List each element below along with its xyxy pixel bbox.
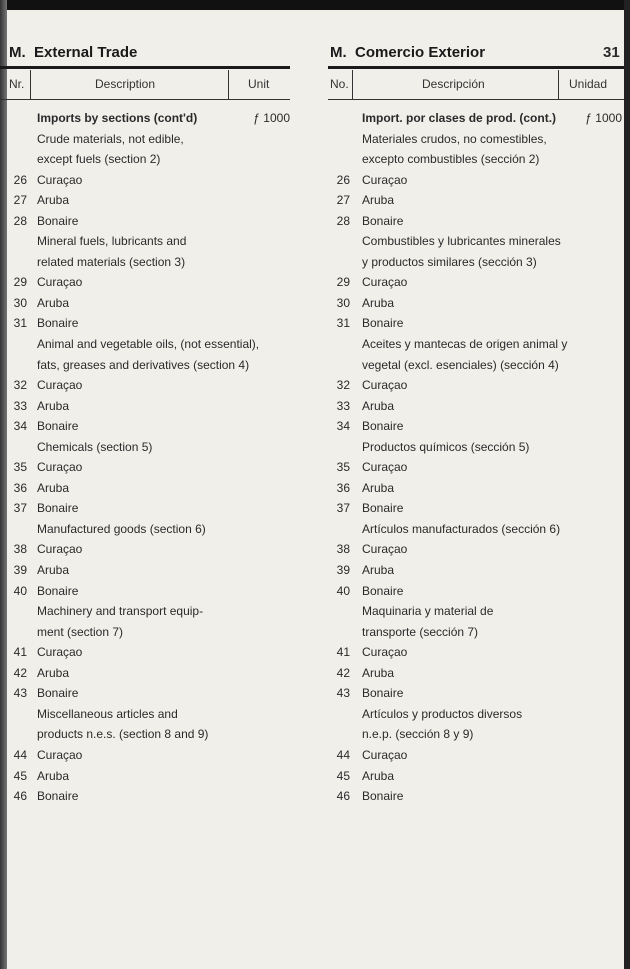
row-description: Curaçao [362,542,408,557]
row-number: 33 [336,398,350,413]
row-number: 31 [336,316,350,331]
table-row [320,293,622,314]
table-row [320,683,622,704]
table-row [320,252,622,273]
table-row [320,108,622,129]
row-number: 34 [13,419,27,434]
row-number: 36 [13,480,27,495]
table-row [0,211,290,232]
header-descripcion: Descripción [422,77,485,91]
table-row [320,766,622,787]
row-description: Chemicals (section 5) [37,439,153,454]
table-row [0,560,290,581]
table-row [320,498,622,519]
row-number: 36 [336,480,350,495]
row-description: Combustibles y lubricantes minerales [362,234,561,249]
table-row [0,457,290,478]
row-number: 29 [336,275,350,290]
table-row [320,355,622,376]
row-unit: ƒ 1000 [253,111,290,125]
table-row [320,745,622,766]
row-description: Bonaire [362,213,404,228]
row-number: 43 [336,686,350,701]
row-number: 44 [13,747,27,762]
row-description: vegetal (excl. esenciales) (sección 4) [362,357,559,372]
table-row [0,149,290,170]
row-description: Aceites y mantecas de origen animal y [362,337,568,352]
row-description: Bonaire [37,583,79,598]
row-number: 29 [13,275,27,290]
row-number: 45 [336,768,350,783]
row-description: Bonaire [362,686,404,701]
table-row [0,498,290,519]
row-description: Aruba [362,563,395,578]
table-row [320,396,622,417]
header-description: Description [95,77,156,91]
row-description: Aruba [362,398,395,413]
row-number: 28 [13,213,27,228]
row-description: Aruba [37,665,70,680]
table-row [0,129,290,150]
row-description: Mineral fuels, lubricants and [37,234,187,249]
row-number: 46 [13,789,27,804]
row-description: excepto combustibles (sección 2) [362,152,540,167]
table-row [320,211,622,232]
table-row [320,129,622,150]
table-row [0,724,290,745]
row-number: 41 [13,645,27,660]
header-unidad: Unidad [569,77,608,91]
row-description: Bonaire [37,789,79,804]
table-row [0,375,290,396]
column-divider [228,70,229,99]
header-rule-right [328,66,624,69]
row-description: Artículos y productos diversos [362,706,523,721]
row-unit: ƒ 1000 [585,111,622,125]
table-row [320,313,622,334]
table-row [0,293,290,314]
row-number: 40 [13,583,27,598]
table-row [320,622,622,643]
table-row [320,581,622,602]
table-row [0,170,290,191]
row-number: 37 [336,501,350,516]
right-table-body [320,108,622,807]
section-letter: M. [9,44,26,61]
row-number: 43 [13,686,27,701]
row-description: Productos químicos (sección 5) [362,439,530,454]
table-row [320,539,622,560]
row-description: fats, greases and derivatives (section 4) [37,357,250,372]
left-table-body [0,108,290,807]
header-rule-left [0,66,290,69]
row-description: Aruba [37,193,70,208]
row-description: Aruba [362,768,395,783]
row-number: 38 [13,542,27,557]
table-row [320,416,622,437]
row-description: Imports by sections (cont'd) [37,111,198,125]
table-row [0,786,290,807]
table-row [320,231,622,252]
row-description: Aruba [362,665,395,680]
table-row [0,416,290,437]
column-divider [558,70,559,99]
row-number: 40 [336,583,350,598]
table-header-bottom-right [328,99,624,100]
table-row [0,663,290,684]
table-row [320,170,622,191]
row-description: Aruba [37,480,70,495]
table-row [0,539,290,560]
row-number: 44 [336,747,350,762]
row-number: 28 [336,213,350,228]
row-description: Curaçao [362,460,408,475]
row-description: Curaçao [37,378,83,393]
table-row [0,231,290,252]
row-description: Machinery and transport equip- [37,604,204,619]
row-number: 38 [336,542,350,557]
table-row [320,663,622,684]
table-row [0,396,290,417]
row-description: Curaçao [362,645,408,660]
title-text: Comercio Exterior [355,44,486,61]
row-description: Bonaire [362,501,404,516]
row-description: related materials (section 3) [37,254,186,269]
table-row [320,519,622,540]
row-description: Bonaire [37,501,79,516]
table-row [0,766,290,787]
table-row [320,478,622,499]
row-description: Curaçao [37,542,83,557]
row-description: Aruba [362,193,395,208]
row-description: Aruba [362,480,395,495]
page-number: 31 [603,44,620,61]
row-description: Artículos manufacturados (sección 6) [362,521,561,536]
row-number: 30 [13,295,27,310]
row-description: Animal and vegetable oils, (not essential), [37,337,260,352]
row-description: Curaçao [37,645,83,660]
row-number: 34 [336,419,350,434]
row-number: 39 [13,563,27,578]
row-description: Manufactured goods (section 6) [37,521,206,536]
row-number: 35 [336,460,350,475]
row-description: Bonaire [37,213,79,228]
table-row [0,252,290,273]
row-description: Crude materials, not edible, [37,131,184,146]
row-number: 32 [13,378,27,393]
scan-border-top [0,0,630,10]
table-row [0,581,290,602]
row-description: Miscellaneous articles and [37,706,178,721]
table-row [0,704,290,725]
row-description: Curaçao [37,172,83,187]
row-number: 42 [13,665,27,680]
table-row [0,313,290,334]
table-header-bottom-left [0,99,290,100]
table-row [320,601,622,622]
right-page-title [330,44,485,61]
row-description: Curaçao [362,172,408,187]
table-row [0,190,290,211]
row-description: Curaçao [362,378,408,393]
row-number: 26 [13,172,27,187]
row-description: Bonaire [362,789,404,804]
row-description: Curaçao [37,275,83,290]
row-number: 27 [336,193,350,208]
row-number: 31 [13,316,27,331]
table-row [320,704,622,725]
row-number: 39 [336,563,350,578]
row-description: Maquinaria y material de [362,604,494,619]
row-number: 33 [13,398,27,413]
row-description: ment (section 7) [37,624,124,639]
table-row [320,724,622,745]
header-no: No. [330,77,349,91]
column-divider [30,70,31,99]
table-row [320,560,622,581]
row-description: except fuels (section 2) [37,152,161,167]
table-row [0,108,290,129]
row-number: 35 [13,460,27,475]
row-description: Bonaire [362,419,404,434]
table-row [0,272,290,293]
table-row [0,745,290,766]
table-row [0,478,290,499]
row-description: y productos similares (sección 3) [362,254,537,269]
row-number: 42 [336,665,350,680]
row-description: n.e.p. (sección 8 y 9) [362,727,474,742]
table-row [0,642,290,663]
scan-border-right [624,0,630,969]
section-letter: M. [330,44,347,61]
table-row [320,190,622,211]
left-page-title [9,44,137,61]
row-description: Curaçao [37,747,83,762]
row-description: Bonaire [37,316,79,331]
row-description: transporte (sección 7) [362,624,479,639]
title-text: External Trade [34,44,138,61]
row-number: 27 [13,193,27,208]
table-row [320,437,622,458]
table-row [0,519,290,540]
table-row [320,334,622,355]
row-number: 32 [336,378,350,393]
row-description: Materiales crudos, no comestibles, [362,131,547,146]
table-row [320,272,622,293]
table-row [0,622,290,643]
table-row [0,355,290,376]
table-row [0,437,290,458]
row-number: 46 [336,789,350,804]
row-description: products n.e.s. (section 8 and 9) [37,727,209,742]
row-description: Bonaire [37,419,79,434]
row-number: 37 [13,501,27,516]
row-number: 30 [336,295,350,310]
table-row [320,457,622,478]
table-row [320,642,622,663]
table-row [320,375,622,396]
row-description: Import. por clases de prod. (cont.) [362,111,557,125]
row-description: Curaçao [37,460,83,475]
row-description: Aruba [37,768,70,783]
table-row [0,683,290,704]
row-description: Aruba [37,398,70,413]
row-number: 45 [13,768,27,783]
row-description: Aruba [37,563,70,578]
column-divider [352,70,353,99]
row-description: Bonaire [37,686,79,701]
row-description: Bonaire [362,583,404,598]
table-row [320,786,622,807]
row-number: 41 [336,645,350,660]
row-description: Curaçao [362,275,408,290]
table-row [320,149,622,170]
row-description: Aruba [362,295,395,310]
row-description: Bonaire [362,316,404,331]
row-description: Aruba [37,295,70,310]
table-row [0,601,290,622]
row-description: Curaçao [362,747,408,762]
row-number: 26 [336,172,350,187]
header-nr: Nr. [9,77,25,91]
header-unit: Unit [248,77,270,91]
table-row [0,334,290,355]
